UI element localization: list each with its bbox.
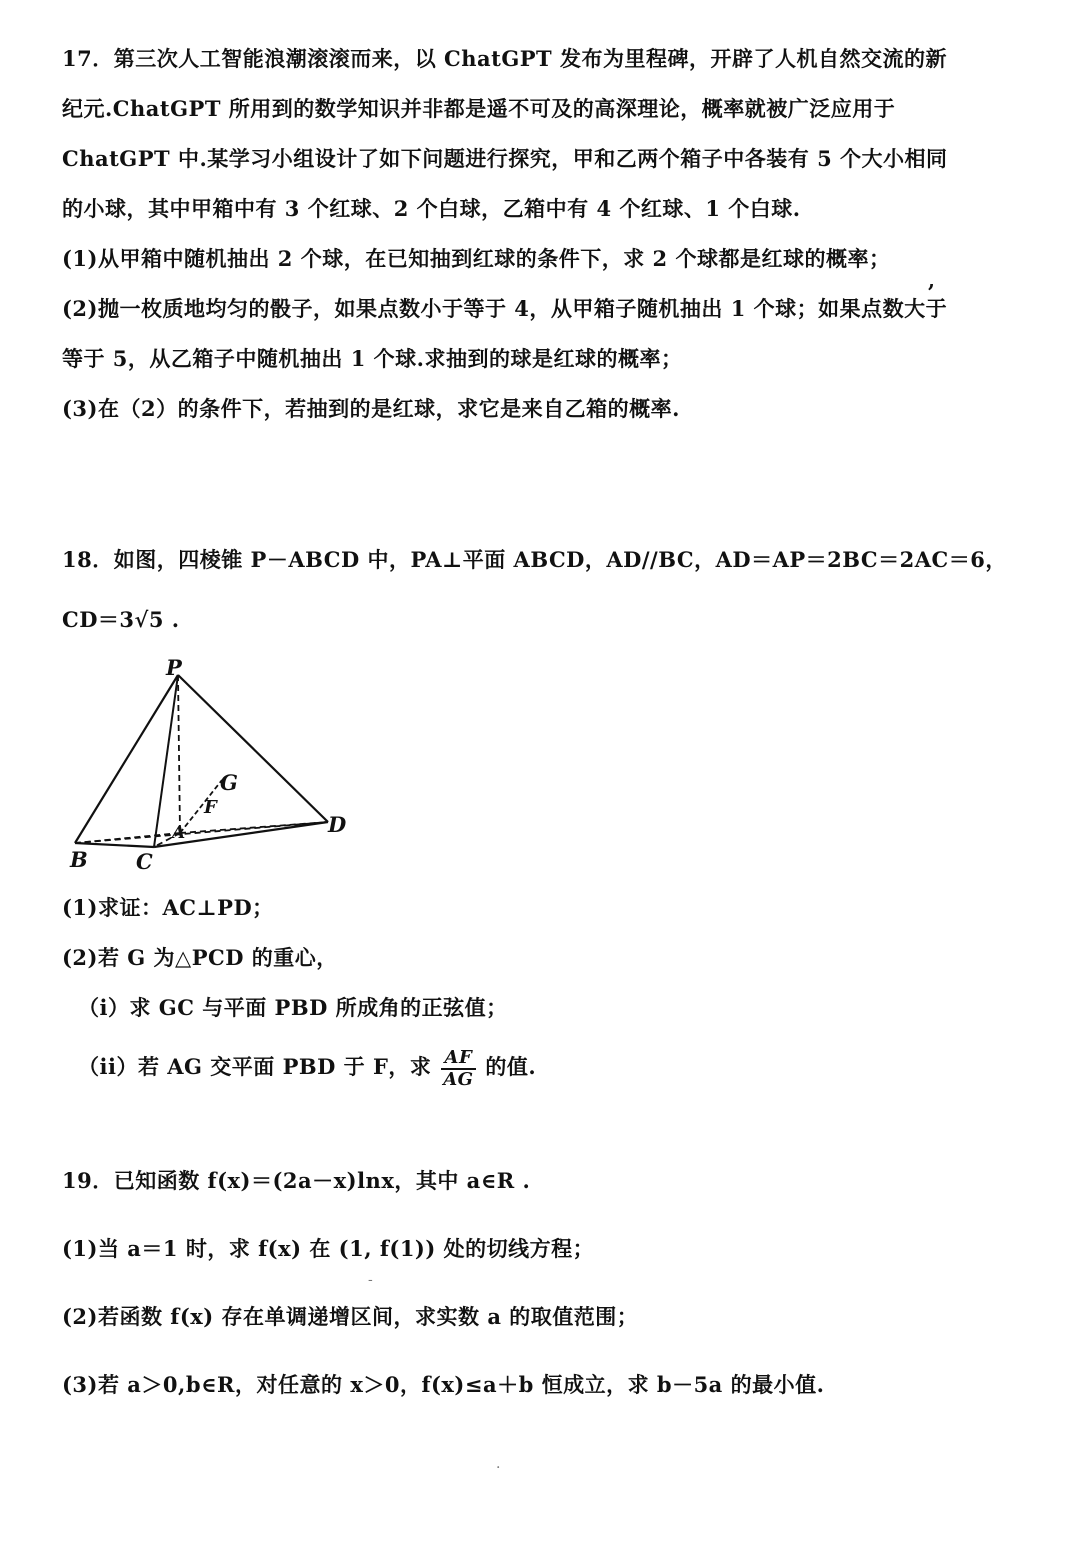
label-B: B	[70, 847, 88, 872]
q18-line-1: 18．如图，四棱锥 P－ABCD 中，PA⊥平面 ABCD，AD//BC，AD＝AP＝2BC＝2AC＝6，	[62, 547, 1007, 572]
q17-part-2-line-2: 等于 5，从乙箱子中随机抽出 1 个球.求抽到的球是红球的概率；	[62, 346, 683, 371]
q19-part-3: (3)若 a＞0,b∈R，对任意的 x＞0，f(x)≤a＋b 恒成立，求 b－5a 的最小值.	[62, 1372, 825, 1397]
ink-mark: ,	[928, 268, 935, 292]
label-A: A	[172, 823, 186, 843]
label-F: F	[204, 797, 217, 818]
q17-line-3: ChatGPT 中.某学习小组设计了如下问题进行探究，甲和乙两个箱子中各装有 5 个大小相同	[62, 146, 948, 171]
q17-part-2-line-1: (2)抛一枚质地均匀的骰子，如果点数小于等于 4，从甲箱子随机抽出 1 个球；如果点数大于	[62, 296, 948, 321]
fraction-denominator: AG	[443, 1068, 474, 1090]
pyramid-figure	[60, 655, 370, 880]
q18-part-2-i: （i）求 GC 与平面 PBD 所成角的正弦值；	[78, 995, 508, 1020]
edge-PA	[178, 675, 180, 833]
q18-part-2-ii	[78, 1045, 536, 1090]
q17-part-3: (3)在（2）的条件下，若抽到的是红球，求它是来自乙箱的概率.	[62, 396, 680, 421]
edge-PB	[75, 675, 178, 843]
q19-line-1: 19．已知函数 f(x)＝(2a－x)lnx，其中 a∈R .	[62, 1168, 531, 1193]
fraction-numerator: AF	[441, 1048, 475, 1070]
label-P: P	[166, 655, 182, 680]
q18-line-2: CD＝3√5 .	[62, 607, 180, 632]
edge-PD	[178, 675, 328, 822]
q19-part-1: (1)当 a＝1 时，求 f(x) 在 (1, f(1)) 处的切线方程；	[62, 1236, 595, 1261]
q17-line-2: 纪元.ChatGPT 所用到的数学知识并非都是遥不可及的高深理论，概率就被广泛应用于	[62, 96, 896, 121]
q18-part-1: (1)求证：AC⊥PD；	[62, 895, 274, 920]
q18-part-2-ii-prefix: （ii）若 AG 交平面 PBD 于 F，求	[78, 1054, 432, 1079]
q17-line-4: 的小球，其中甲箱中有 3 个红球、2 个白球，乙箱中有 4 个红球、1 个白球.	[62, 196, 801, 221]
edge-PC	[154, 675, 178, 847]
q19-part-2: (2)若函数 f(x) 存在单调递增区间，求实数 a 的取值范围；	[62, 1304, 639, 1329]
label-G: G	[220, 770, 238, 795]
label-C: C	[136, 849, 153, 874]
q17-part-1: (1)从甲箱中随机抽出 2 个球，在已知抽到红球的条件下，求 2 个球都是红球的概率；	[62, 246, 891, 271]
ratio-fraction	[441, 1048, 475, 1090]
q18-part-2-ii-suffix: 的值.	[485, 1054, 537, 1079]
scan-speck: -	[368, 1272, 373, 1288]
q17-line-1: 17．第三次人工智能浪潮滚滚而来，以 ChatGPT 发布为里程碑，开辟了人机自然交流的新	[62, 46, 947, 71]
scan-speck: ·	[496, 1460, 501, 1476]
q18-part-2: (2)若 G 为△PCD 的重心，	[62, 945, 338, 970]
label-D: D	[328, 812, 347, 837]
